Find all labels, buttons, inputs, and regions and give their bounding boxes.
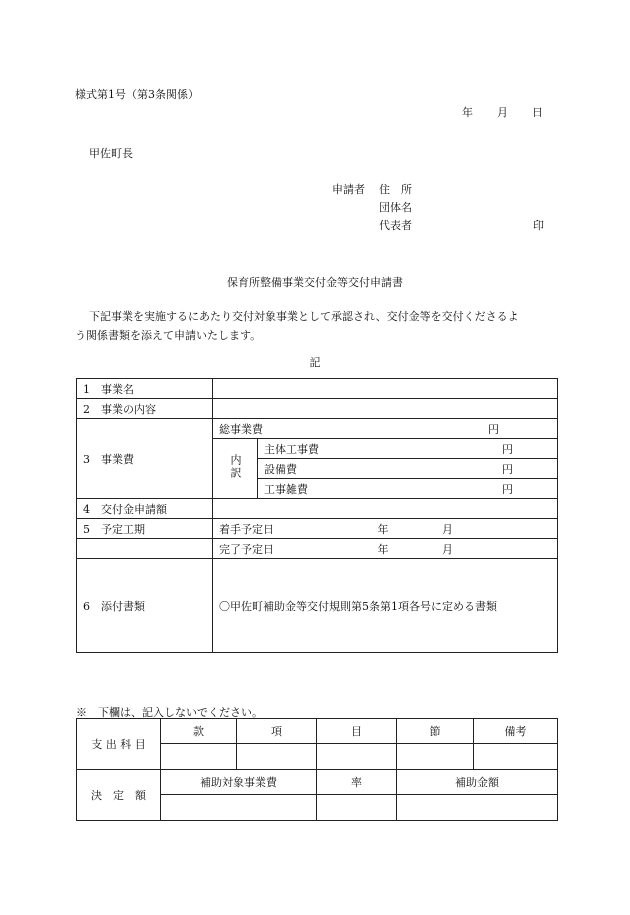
applicant-group-label: 団体名 <box>379 201 412 214</box>
misc-cell <box>258 479 558 499</box>
form-number: 様式第1号（第3条関係） <box>75 88 199 101</box>
kan-value <box>161 744 237 770</box>
kou-value <box>237 744 317 770</box>
setsu-header: 節 <box>397 719 474 744</box>
end-year-label: 年 <box>377 542 389 556</box>
seal-label: 印 <box>533 219 544 232</box>
row-business-cost-label: 3 事業費 <box>77 419 213 499</box>
date-month-label: 月 <box>497 106 508 119</box>
start-date-label: 着手予定日 <box>219 522 274 536</box>
office-use-table <box>76 718 558 821</box>
grant-amount-value <box>213 499 558 519</box>
subsidy-amount-header: 補助金額 <box>397 770 558 795</box>
start-month-label: 月 <box>442 522 453 536</box>
ki-label: 記 <box>309 356 321 369</box>
attachments-value: 〇甲佐町補助金等交付規則第5条第1項各号に定める書類 <box>213 559 558 653</box>
end-date-cell <box>213 539 558 559</box>
bikou-header: 備考 <box>474 719 558 744</box>
rate-value <box>317 795 397 821</box>
equipment-cell <box>258 459 558 479</box>
row-grant-amount-label: 4 交付金申請額 <box>77 499 213 519</box>
moku-value <box>317 744 397 770</box>
body-line-2: う関係書類を添えて申請いたします。 <box>75 329 262 342</box>
row-business-name-label: 1 事業名 <box>77 379 213 399</box>
equipment-yen: 円 <box>502 462 513 476</box>
subsidy-project-cost-value <box>161 795 317 821</box>
subsidy-amount-value <box>397 795 558 821</box>
date-day-label: 日 <box>532 106 543 119</box>
applicant-address-label: 住 所 <box>379 183 412 196</box>
total-cost-cell <box>213 419 558 439</box>
breakdown-label: 内訳 <box>229 454 242 480</box>
misc-yen: 円 <box>502 482 513 496</box>
business-content-value <box>213 399 558 419</box>
applicant-label: 申請者 <box>332 183 365 196</box>
equipment-label: 設備費 <box>264 462 297 476</box>
end-date-label: 完了予定日 <box>219 542 274 556</box>
rate-header: 率 <box>317 770 397 795</box>
main-construction-label: 主体工事費 <box>264 442 319 456</box>
kou-header: 項 <box>237 719 317 744</box>
decision-label: 決 定 額 <box>77 770 161 821</box>
business-name-value <box>213 379 558 399</box>
document-title: 保育所整備事業交付金等交付申請書 <box>227 276 403 289</box>
start-date-cell <box>213 519 558 539</box>
applicant-representative-label: 代表者 <box>379 219 412 232</box>
subsidy-project-cost-header: 補助対象事業費 <box>161 770 317 795</box>
expenditure-label: 支 出 科 目 <box>77 719 161 770</box>
moku-header: 目 <box>317 719 397 744</box>
date-year-label: 年 <box>462 106 473 119</box>
start-year-label: 年 <box>377 522 389 536</box>
main-construction-yen: 円 <box>502 442 513 456</box>
total-cost-yen: 円 <box>488 422 499 436</box>
bikou-value <box>474 744 558 770</box>
recipient: 甲佐町長 <box>89 147 133 160</box>
end-month-label: 月 <box>442 542 453 556</box>
application-table <box>76 378 558 653</box>
setsu-value <box>397 744 474 770</box>
row-attachments-label: 6 添付書類 <box>77 559 213 653</box>
body-line-1: 下記事業を実施するにあたり交付対象事業として承認され、交付金等を交付くださるよ <box>89 310 519 323</box>
footer-note: ※ 下欄は、記入しないでください。 <box>76 706 263 719</box>
row-schedule-label: 5 予定工期 <box>77 519 213 539</box>
kan-header: 款 <box>161 719 237 744</box>
schedule-empty-cell <box>77 539 213 559</box>
breakdown-cell <box>213 439 258 499</box>
misc-label: 工事雑費 <box>264 482 308 496</box>
main-construction-cell <box>258 439 558 459</box>
row-business-content-label: 2 事業の内容 <box>77 399 213 419</box>
total-cost-label: 総事業費 <box>219 422 263 436</box>
